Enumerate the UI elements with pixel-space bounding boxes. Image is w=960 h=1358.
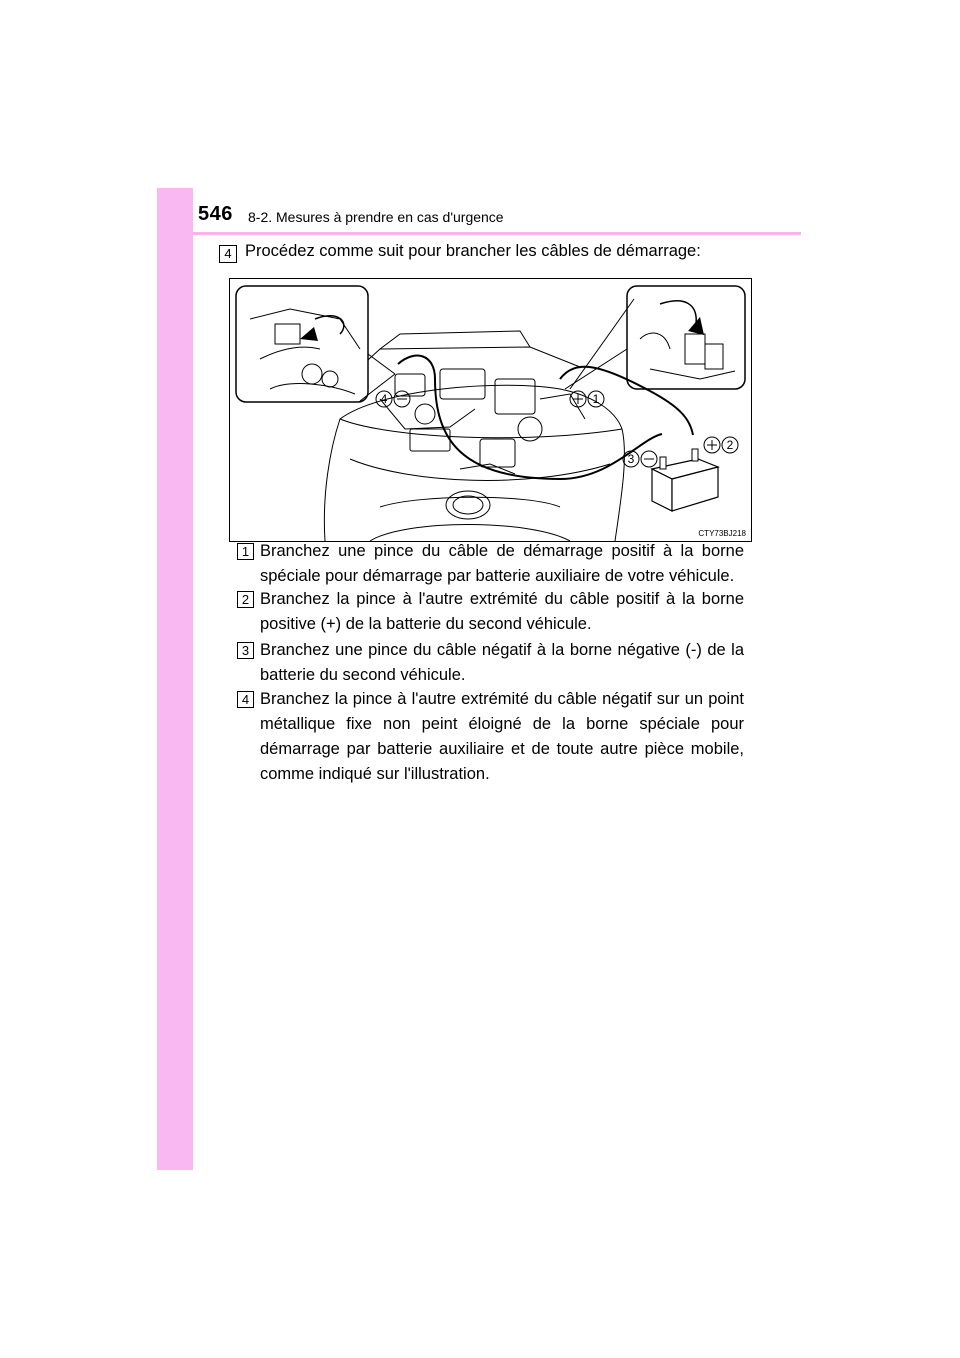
section-tab-sidebar xyxy=(157,188,193,1170)
instruction-item-4: Branchez la pince à l'autre extrémité du câble négatif sur un point métallique fixe non peint éloigné de la borne spéciale pour démarrage par batterie auxiliaire et de toute autre pièce mobile, comme indiqué sur l'illustration. xyxy=(260,690,744,783)
section-title: 8-2. Mesures à prendre en cas d'urgence xyxy=(248,209,504,225)
item-number-1: 1 xyxy=(237,543,254,560)
item-number-2: 2 xyxy=(237,591,254,608)
instruction-item-2: Branchez la pince à l'autre extrémité du câble positif à la borne positive (+) de la batterie du second véhicule. xyxy=(260,590,744,633)
instruction-item-1: Branchez une pince du câble de démarrage positif à la borne spéciale pour démarrage par batterie auxiliaire de votre véhicule. xyxy=(260,542,744,585)
step-number-box: 4 xyxy=(219,245,237,263)
step-intro: Procédez comme suit pour brancher les câbles de démarrage: xyxy=(245,242,701,260)
instruction-item-3: Branchez une pince du câble négatif à la borne négative (-) de la batterie du second véhicule. xyxy=(260,641,744,684)
header-divider xyxy=(193,232,801,235)
engine-bay-diagram xyxy=(230,279,751,541)
jump-start-illustration xyxy=(229,278,752,542)
item-number-3: 3 xyxy=(237,642,254,659)
item-number-4: 4 xyxy=(237,691,254,708)
figure-code: CTY73BJ218 xyxy=(698,529,746,538)
callout-1: 1 xyxy=(592,392,600,406)
page-number: 546 xyxy=(198,203,233,225)
callout-3: 3 xyxy=(627,452,635,466)
callout-4: 4 xyxy=(380,392,388,406)
callout-2: 2 xyxy=(726,438,734,452)
